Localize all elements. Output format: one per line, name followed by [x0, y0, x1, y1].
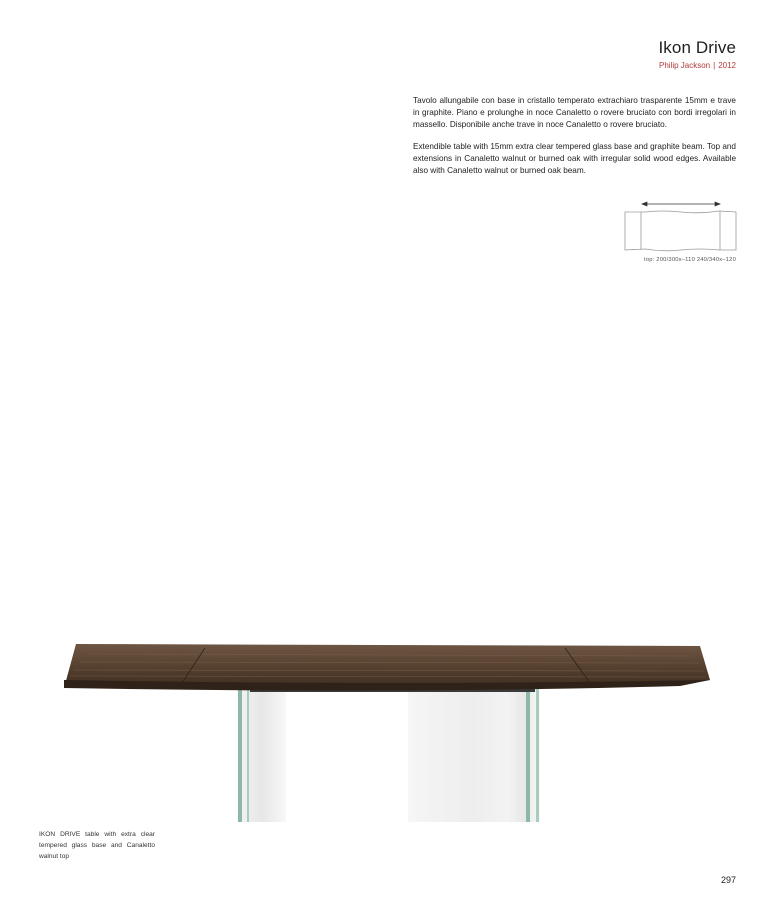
table-top-outline [625, 211, 736, 251]
extension-arrow [642, 202, 720, 206]
extension-diagram [623, 198, 739, 254]
description-italian: Tavolo allungabile con base in cristallo temperato extrachiaro trasparente 15mm e trave in graphite. Piano e prolunghe in noce Canaletto o rovere bruciato con bordi irregolari in massello. Disponibile anche trave in noce Canaletto o rovere bruciato. [413, 96, 736, 129]
walnut-table-top [64, 644, 710, 691]
photo-caption: IKON DRIVE table with extra clear tempered glass base and Canaletto walnut top [39, 831, 155, 860]
product-title: Ikon Drive [658, 38, 736, 57]
glass-leg-right [408, 688, 540, 822]
description-english: Extendible table with 15mm extra clear tempered glass base and graphite beam. Top and extensions in Canaletto walnut or burned oak with irregular solid wood edges. Available also with Canaletto walnut or burned oak beam. [413, 142, 736, 175]
product-photo [60, 636, 720, 826]
credit-separator: | [713, 61, 716, 70]
design-year: 2012 [718, 61, 736, 70]
dimensions-label: top: 200/300x–110 240/340x–120 [644, 257, 736, 263]
glass-leg-left [238, 688, 286, 822]
page-number: 297 [720, 875, 736, 885]
designer-name: Philip Jackson [658, 61, 711, 70]
designer-credit [659, 61, 736, 70]
